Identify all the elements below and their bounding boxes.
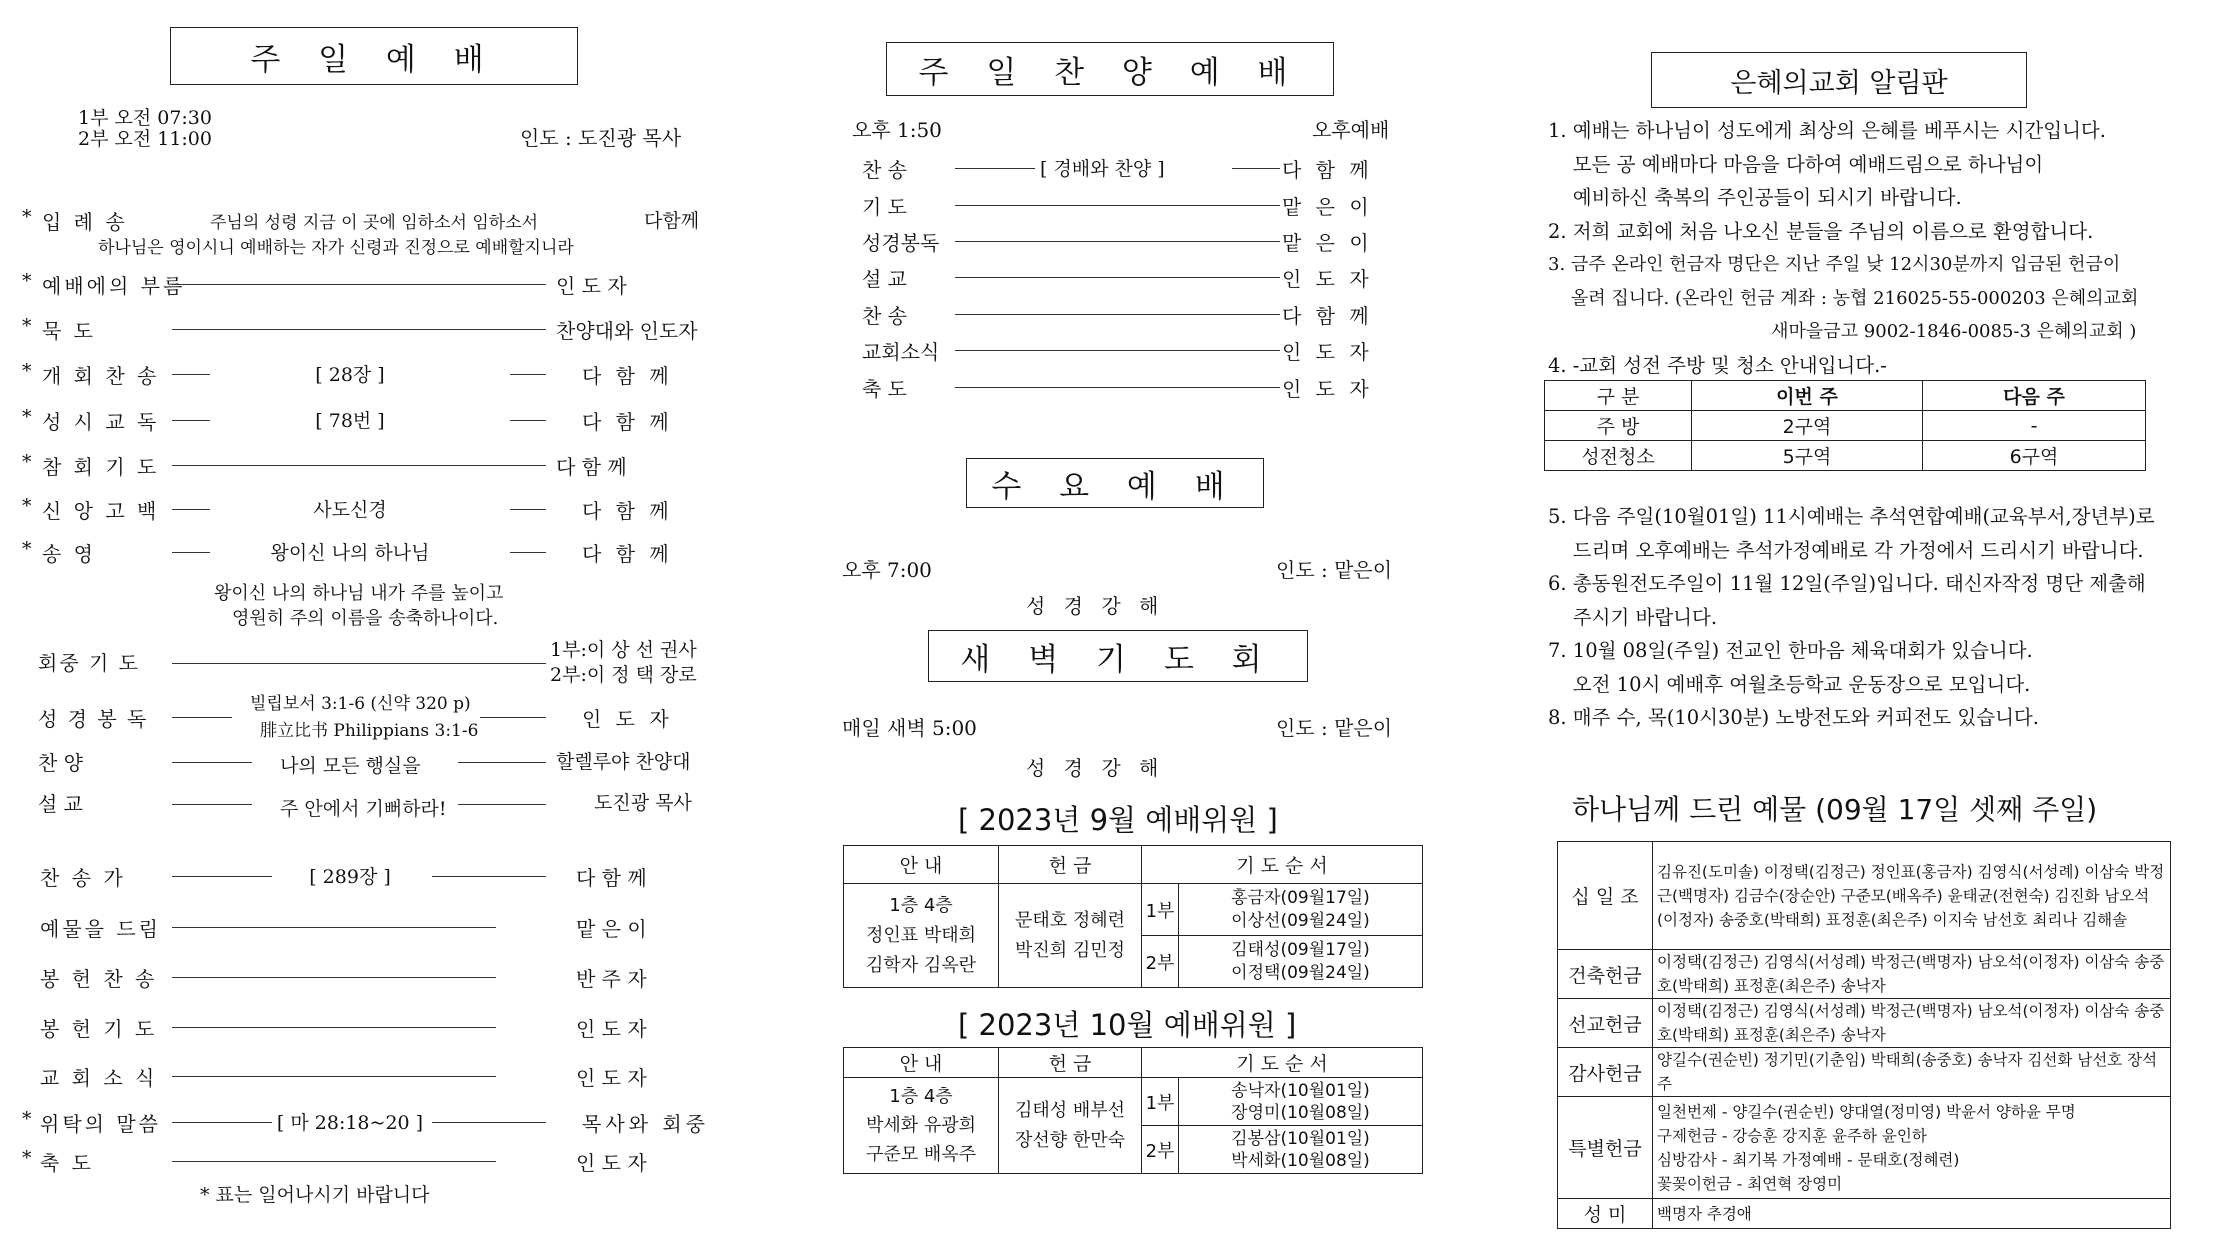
order-item-leader: 다 함 께 [556, 455, 627, 479]
sep-part1: 1부 [1142, 884, 1179, 936]
offering-label: 특별헌금 [1558, 1097, 1653, 1199]
anthem-label: 찬 양 [38, 751, 83, 775]
order-line-right [510, 374, 546, 375]
offering-names: 이정택(김정근) 김영식(서성례) 박정근(백명자) 남오석(이정자) 이삼숙 송중호(박태희) 표정훈(최은주) 송낙자 [1653, 950, 2171, 999]
sermon-title: 주 안에서 기뻐하라! [280, 798, 447, 820]
order-item-leader: 목사와 회중 [582, 1112, 709, 1136]
afternoon-item-leader: 인 도 자 [1282, 377, 1373, 401]
afternoon-line-right [1232, 168, 1280, 169]
standing-footnote: * 표는 일어나시기 바랍니다 [200, 1184, 430, 1206]
notices-part2 [1548, 500, 2218, 735]
order-item-name: 축 도 [40, 1151, 94, 1175]
order-item-leader: 인 도 자 [576, 1017, 647, 1041]
september-committee-title: [ 2023년 9월 예배위원 ] [958, 803, 1278, 837]
notice-line: 3. 금주 온라인 헌금자 명단은 지난 주일 낮 12시30분까지 입금된 헌금이 [1548, 254, 2121, 275]
oct-part1: 1부 [1142, 1078, 1179, 1126]
reading-line-left [172, 717, 232, 718]
sep-offering-cell: 문태호 정혜련 박진희 김민정 [999, 884, 1142, 988]
service-time-2: 2부 오전 11:00 [78, 128, 212, 150]
notice-line: 드리며 오후예배는 추석가정예배로 각 가정에서 드리시기 바랍니다. [1548, 538, 2144, 562]
order-item-leader: 다함께 [644, 210, 700, 232]
clean-head-0: 구 분 [1545, 381, 1692, 411]
clean-row2-this: 5구역 [1692, 441, 1923, 471]
order-line [172, 329, 546, 330]
order-line [172, 1027, 496, 1028]
afternoon-item-name: 기 도 [862, 195, 907, 219]
star-marker: * [22, 360, 32, 382]
reading-passage-cn: 腓立比书 Philippians 3:1-6 [260, 721, 479, 741]
dawn-prayer-title: 새 벽 기 도 회 [928, 630, 1308, 682]
afternoon-item-leader: 다 함 께 [1282, 304, 1373, 328]
star-marker: * [22, 206, 32, 228]
oct-offering-cell: 김태성 배부선 장선향 한만숙 [999, 1078, 1142, 1174]
afternoon-item-leader: 맡 은 이 [1282, 195, 1373, 219]
afternoon-line [955, 241, 1280, 242]
october-committee-title: [ 2023년 10월 예배위원 ] [958, 1008, 1297, 1042]
service-time-1: 1부 오전 07:30 [78, 107, 212, 129]
order-item-name: 개 회 찬 송 [42, 364, 160, 388]
notice-line: 2. 저희 교회에 처음 나오신 분들을 주님의 이름으로 환영합니다. [1548, 219, 2094, 243]
afternoon-line [955, 350, 1280, 351]
notice-line: 1. 예배는 하나님이 성도에게 최상의 은혜를 베푸시는 시간입니다. [1548, 119, 2106, 142]
order-line-right [432, 876, 546, 877]
offering-row [1558, 842, 2171, 950]
clean-row1-this: 2구역 [1692, 411, 1923, 441]
order-item-detail: [ 289장 ] [309, 866, 391, 888]
entrance-song-text: 주님의 성령 지금 이 곳에 임하소서 임하소서 [210, 213, 539, 233]
afternoon-item-name: 찬 송 [862, 304, 907, 328]
dawn-time: 매일 새벽 5:00 [842, 716, 977, 740]
afternoon-label: 오후예배 [1312, 118, 1390, 142]
notice-line: 8. 매주 수, 목(10시30분) 노방전도와 커피전도 있습니다. [1548, 706, 2039, 729]
anthem-choir: 할렐루야 찬양대 [556, 751, 691, 773]
order-item-name: 찬 송 가 [40, 866, 126, 890]
afternoon-item-name: 설 교 [862, 267, 907, 291]
offering-names: 일천번제 - 양길수(권순빈) 양대열(정미영) 박윤서 양하윤 무명 구제헌금 - 강승훈 강지훈 윤주하 윤인하 심방감사 - 최기복 가정예배 - 문태호(정혜련) 꽃꽂이헌금 - 최연혁 장영미 [1653, 1097, 2171, 1199]
star-marker: * [22, 1108, 32, 1130]
cleaning-table [1544, 380, 2146, 471]
notice-line: 6. 총동원전도주일이 11월 12일(주일)입니다. 태신자작정 명단 제출해 [1548, 572, 2146, 595]
oct-head-offering: 헌 금 [999, 1048, 1142, 1078]
sermon-line-right [458, 804, 546, 805]
reading-line-right [480, 717, 546, 718]
notice-line: 올려 집니다. (온라인 헌금 계좌 : 농협 216025-55-000203 은혜의교회 [1548, 287, 2139, 309]
sermon-label: 설 교 [38, 792, 83, 816]
offering-names: 이정택(김정근) 김영식(서성례) 박정근(백명자) 남오석(이정자) 이삼숙 송중호(박태희) 표정훈(최은주) 송낙자 [1653, 999, 2171, 1048]
order-line [172, 465, 546, 466]
wednesday-service-title: 수 요 예 배 [966, 458, 1264, 508]
service-leader: 인도 : 도진광 목사 [520, 126, 682, 150]
anthem-line-left [172, 762, 252, 763]
clean-row1-next: - [1923, 411, 2146, 441]
afternoon-line [955, 277, 1280, 278]
sep-part2: 2부 [1142, 936, 1179, 988]
head-prayer: 기 도 순 서 [1142, 846, 1423, 884]
star-marker: * [22, 1147, 32, 1169]
offering-row [1558, 999, 2171, 1048]
offering-label: 십 일 조 [1558, 842, 1653, 950]
order-item-name: 묵 도 [42, 319, 96, 343]
notice-line: 5. 다음 주일(10월01일) 11시예배는 추석연합예배(교육부서,장년부)로 [1548, 505, 2155, 528]
afternoon-item-name: 축 도 [862, 377, 907, 401]
order-item-detail: [ 28장 ] [315, 364, 385, 386]
clean-row2-next: 6구역 [1923, 441, 2146, 471]
prayer-label: 회중 기 도 [38, 651, 140, 675]
sermon-line-left [172, 804, 252, 805]
sep-prayer-2: 김태성(09월17일) 이정택(09월24일) [1179, 936, 1423, 988]
oct-prayer-2: 김봉삼(10월01일) 박세화(10월08일) [1179, 1126, 1423, 1174]
afternoon-item-leader: 맡 은 이 [1282, 231, 1373, 255]
order-item-detail: 왕이신 나의 하나님 [270, 542, 430, 564]
offering-table [1557, 841, 2171, 1229]
sermon-preacher: 도진광 목사 [594, 792, 692, 814]
sep-prayer-1: 홍금자(09월17일) 이상선(09월24일) [1179, 884, 1423, 936]
notice-board-title: 은혜의교회 알림판 [1651, 52, 2027, 108]
notices-part1 [1548, 114, 2208, 382]
offering-label: 선교헌금 [1558, 999, 1653, 1048]
order-line [172, 284, 546, 285]
afternoon-item-leader: 인 도 자 [1282, 340, 1373, 364]
order-item-leader: 다 함 께 [582, 499, 673, 523]
wednesday-leader: 인도 : 맡은이 [1276, 558, 1393, 582]
star-marker: * [22, 495, 32, 517]
offering-names: 양길수(권순빈) 정기민(기춘임) 박태희(송중호) 송낙자 김선화 남선호 장석주 [1653, 1048, 2171, 1097]
doxology-line1: 왕이신 나의 하나님 내가 주를 높이고 [214, 583, 504, 604]
order-item-name: 예배에의 부름 [42, 274, 186, 298]
anthem-line-right [458, 762, 546, 763]
october-committee-table [843, 1047, 1423, 1174]
oct-head-guide: 안 내 [844, 1048, 999, 1078]
entrance-verse-line2: 하나님은 영이시니 예배하는 자가 신령과 진정으로 예배할지니라 [98, 238, 574, 258]
afternoon-line [955, 314, 1280, 315]
clean-head-2: 다음 주 [1923, 381, 2146, 411]
order-item-detail: 사도신경 [313, 499, 387, 521]
oct-head-prayer: 기 도 순 서 [1142, 1048, 1423, 1078]
notice-line: 오전 10시 예배후 여월초등학교 운동장으로 모입니다. [1548, 672, 2031, 696]
afternoon-item-name: 찬 송 [862, 158, 907, 182]
afternoon-item-name: 성경봉독 [862, 231, 940, 255]
order-item-leader: 인 도 자 [576, 1066, 647, 1090]
order-item-name: 봉 헌 기 도 [40, 1017, 158, 1041]
order-line-right [510, 420, 546, 421]
oct-part2: 2부 [1142, 1126, 1179, 1174]
order-item-detail: [ 78번 ] [315, 410, 385, 432]
oct-prayer-1: 송낙자(10월01일) 장영미(10월08일) [1179, 1078, 1423, 1126]
order-item-name: 신 앙 고 백 [42, 499, 160, 523]
star-marker: * [22, 270, 32, 292]
clean-head-1: 이번 주 [1692, 381, 1923, 411]
order-item-name: 교 회 소 식 [40, 1066, 158, 1090]
order-line-right [432, 1122, 546, 1123]
afternoon-item-name: 교회소식 [862, 340, 940, 364]
order-item-leader: 인 도 자 [576, 1151, 647, 1175]
order-item-name: 송 영 [42, 542, 96, 566]
order-item-name: 입 례 송 [42, 210, 128, 234]
clean-row1-label: 주 방 [1545, 411, 1692, 441]
order-line [172, 1076, 496, 1077]
doxology-line2: 영원히 주의 이름을 송축하나이다. [232, 608, 499, 629]
notice-line: 7. 10월 08일(주일) 전교인 한마음 체육대회가 있습니다. [1548, 639, 2033, 662]
sep-guide-cell: 1층 4층 정인표 박태희 김학자 김옥란 [844, 884, 999, 988]
offering-label: 성 미 [1558, 1199, 1653, 1229]
afternoon-time: 오후 1:50 [852, 118, 942, 142]
head-offering: 헌 금 [999, 846, 1142, 884]
order-item-leader: 다 함 께 [582, 410, 673, 434]
offering-names: 백명자 추경애 [1653, 1199, 2171, 1229]
anthem-title: 나의 모든 행실을 [280, 755, 421, 777]
order-item-name: 위탁의 말씀 [40, 1112, 161, 1136]
notice-line: 4. -교회 성전 주방 및 청소 안내입니다.- [1548, 353, 1887, 377]
afternoon-line [955, 205, 1280, 206]
september-committee-table [843, 845, 1423, 988]
sunday-service-title: 주 일 예 배 [170, 27, 578, 85]
afternoon-item-leader: 다 함 께 [1282, 158, 1373, 182]
order-item-leader: 다 함 께 [576, 866, 647, 890]
head-guide: 안 내 [844, 846, 999, 884]
star-marker: * [22, 315, 32, 337]
offering-row [1558, 950, 2171, 999]
afternoon-service-title: 주 일 찬 양 예 배 [886, 42, 1334, 96]
prayer-line [172, 663, 546, 664]
prayer-leader-2: 2부:이 정 택 장로 [550, 664, 697, 686]
order-line [172, 977, 496, 978]
order-line [172, 1161, 496, 1162]
star-marker: * [22, 451, 32, 473]
oct-guide-cell: 1층 4층 박세화 유광희 구준모 배옥주 [844, 1078, 999, 1174]
afternoon-line-left [955, 168, 1035, 169]
offering-names: 김유진(도미솔) 이정택(김정근) 정인표(홍금자) 김영식(서성례) 이삼숙 박정근(백명자) 김금수(장순안) 구준모(배옥주) 윤태균(전현숙) 김진화 남오석(이정자) 송중호(박태희) 표정훈(최은주) 이지숙 남선호 최리나 김해솔 [1653, 842, 2171, 950]
order-item-name: 참 회 기 도 [42, 455, 160, 479]
order-item-leader: 반 주 자 [576, 967, 647, 991]
order-item-leader: 다 함 께 [582, 364, 673, 388]
dawn-leader: 인도 : 맡은이 [1276, 716, 1393, 740]
order-item-name: 성 시 교 독 [42, 410, 160, 434]
order-item-leader: 맡 은 이 [576, 917, 647, 941]
wednesday-time: 오후 7:00 [842, 558, 932, 582]
offering-label: 건축헌금 [1558, 950, 1653, 999]
offering-row [1558, 1097, 2171, 1199]
order-item-leader: 찬양대와 인도자 [556, 319, 698, 343]
reading-leader: 인 도 자 [582, 707, 673, 731]
reading-label: 성 경 봉 독 [38, 707, 149, 731]
offering-row [1558, 1199, 2171, 1229]
order-item-leader: 인 도 자 [556, 274, 627, 298]
order-line-right [510, 509, 546, 510]
order-line-right [510, 552, 546, 553]
notice-line: 예비하신 축복의 주인공들이 되시기 바랍니다. [1548, 186, 1962, 209]
notice-line: 모든 공 예배마다 마음을 다하여 예배드림으로 하나님이 [1548, 152, 2044, 176]
order-item-name: 봉 헌 찬 송 [40, 967, 158, 991]
reading-passage: 빌립보서 3:1-6 (신약 320 p) [250, 694, 471, 714]
star-marker: * [22, 538, 32, 560]
order-item-detail: [ 마 28:18~20 ] [276, 1112, 424, 1134]
order-line [172, 927, 496, 928]
offering-title: 하나님께 드린 예물 (09월 17일 셋째 주일) [1572, 793, 2098, 826]
afternoon-item-detail: [ 경배와 찬양 ] [1040, 158, 1165, 180]
order-item-name: 예물을 드림 [40, 917, 161, 941]
notice-line: 주시기 바랍니다. [1548, 605, 1718, 629]
prayer-leader-1: 1부:이 상 선 권사 [550, 639, 697, 661]
afternoon-line [955, 387, 1280, 388]
star-marker: * [22, 406, 32, 428]
dawn-sub: 성 경 강 해 [1026, 756, 1165, 780]
order-item-leader: 다 함 께 [582, 542, 673, 566]
offering-row [1558, 1048, 2171, 1097]
notice-line: 새마을금고 9002-1846-0085-3 은혜의교회 ) [1548, 321, 2137, 342]
offering-label: 감사헌금 [1558, 1048, 1653, 1097]
clean-row2-label: 성전청소 [1545, 441, 1692, 471]
afternoon-item-leader: 인 도 자 [1282, 267, 1373, 291]
wednesday-sub: 성 경 강 해 [1026, 594, 1165, 618]
